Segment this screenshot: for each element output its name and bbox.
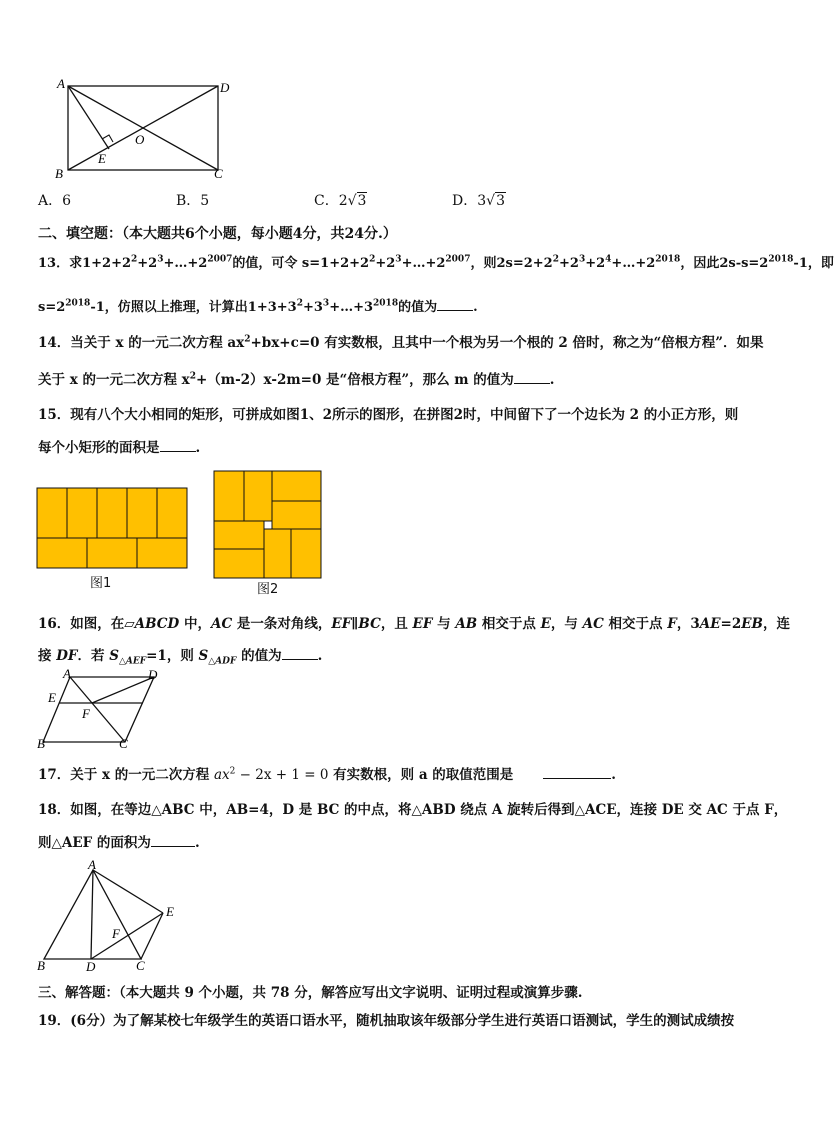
- label-b: B: [37, 736, 45, 751]
- choice-d[interactable]: D．3√3: [452, 193, 505, 209]
- label-d: D: [148, 667, 158, 682]
- label-f: F: [112, 926, 120, 941]
- answer-blank-18[interactable]: [151, 832, 195, 847]
- label-a: A: [57, 76, 65, 91]
- choice-c[interactable]: C．2√3: [314, 193, 367, 209]
- question-13-line-2: $s=2^{2018}-1$，仿照以上推理，计算出$1+3+3^2+3^3+\dots+3^{2018}$的值为 .: [38, 296, 478, 318]
- question-13-line-1: 13．求$1+2+2^2+2^3+\dots+2^{2007}$的值，可令 $s=1+2+2^2+2^3+\dots+2^{2007}$，则$2s=2+2^2+2^3+2^4+\dots+2^{2018}$，因此$2s-s=2^{2018}-1$，即: [38, 254, 834, 271]
- choice-b[interactable]: B．5: [176, 193, 210, 209]
- question-14-line-1: 14．当关于 x 的一元二次方程 $ax^2+bx+c=0$ 有实数根，且其中一个根为另一个根的 2 倍时，称之为“倍根方程”．如果: [38, 334, 764, 351]
- figure-2-caption: 图2: [257, 582, 279, 597]
- figure-triangle-abc: [34, 858, 184, 976]
- answer-blank-16[interactable]: [282, 645, 318, 660]
- question-14-line-2: 关于 x 的一元二次方程 $x^2+(m-2)x-2m=0$ 是“倍根方程”，那么 m 的值为 .: [38, 369, 554, 390]
- figure-2-tiles: [213, 470, 323, 580]
- label-e: E: [98, 151, 106, 166]
- figure-parallelogram-abcd: [34, 666, 164, 752]
- question-17: 17．关于 x 的一元二次方程 $ax^2 - 2x + 1 = 0$ 有实数根，则 a 的取值范围是 .: [38, 764, 616, 785]
- section-heading-solve: 三、解答题：（本大题共 9 个小题，共 78 分，解答应写出文字说明、证明过程或演算步骤.: [38, 985, 583, 1001]
- answer-blank-15[interactable]: [160, 437, 196, 452]
- figure-1-caption: 图1: [90, 576, 112, 591]
- answer-blank-17[interactable]: [543, 764, 611, 779]
- label-a: A: [63, 666, 71, 681]
- figure-rectangle-abcd: [50, 74, 240, 184]
- label-c: C: [119, 736, 128, 751]
- label-c: C: [214, 166, 223, 181]
- question-16-line-1: 16．如图，在▱ABCD 中，AC 是一条对角线，EF∥BC，且 EF 与 AB 相交于点 E，与 AC 相交于点 F，3AE=2EB，连: [38, 616, 790, 632]
- label-e: E: [166, 904, 174, 919]
- label-f: F: [82, 706, 90, 721]
- choice-a[interactable]: A．6: [38, 193, 72, 209]
- label-e: E: [48, 690, 56, 705]
- question-16-line-2: 接 DF．若 $S_{\triangle AEF}=1$，则 $S_{\triangle ADF}$ 的值为 .: [38, 645, 322, 666]
- label-b: B: [37, 958, 45, 973]
- question-18-line-2: 则△AEF 的面积为 .: [38, 832, 200, 853]
- question-15-line-2: 每个小矩形的面积是 .: [38, 437, 200, 458]
- label-c: C: [136, 958, 145, 973]
- label-d: D: [220, 80, 230, 95]
- figure-1-tiles: [36, 487, 188, 571]
- question-15-line-1: 15．现有八个大小相同的矩形，可拼成如图1、2所示的图形，在拼图2时，中间留下了一个边长为 2 的小正方形，则: [38, 407, 739, 423]
- label-o: O: [135, 132, 145, 147]
- label-b: B: [55, 166, 63, 181]
- question-18-line-1: 18．如图，在等边△ABC 中，AB=4，D 是 BC 的中点，将△ABD 绕点 A 旋转后得到△ACE，连接 DE 交 AC 于点 F，: [38, 802, 788, 818]
- question-19: 19．(6分）为了解某校七年级学生的英语口语水平，随机抽取该年级部分学生进行英语口语测试，学生的测试成绩按: [38, 1013, 735, 1029]
- label-d: D: [86, 959, 96, 974]
- section-heading-fill-in: 二、填空题：（本大题共6个小题，每小题4分，共24分.）: [38, 226, 397, 242]
- label-a: A: [88, 857, 96, 872]
- answer-blank-13[interactable]: [437, 296, 473, 311]
- answer-blank-14[interactable]: [514, 369, 550, 384]
